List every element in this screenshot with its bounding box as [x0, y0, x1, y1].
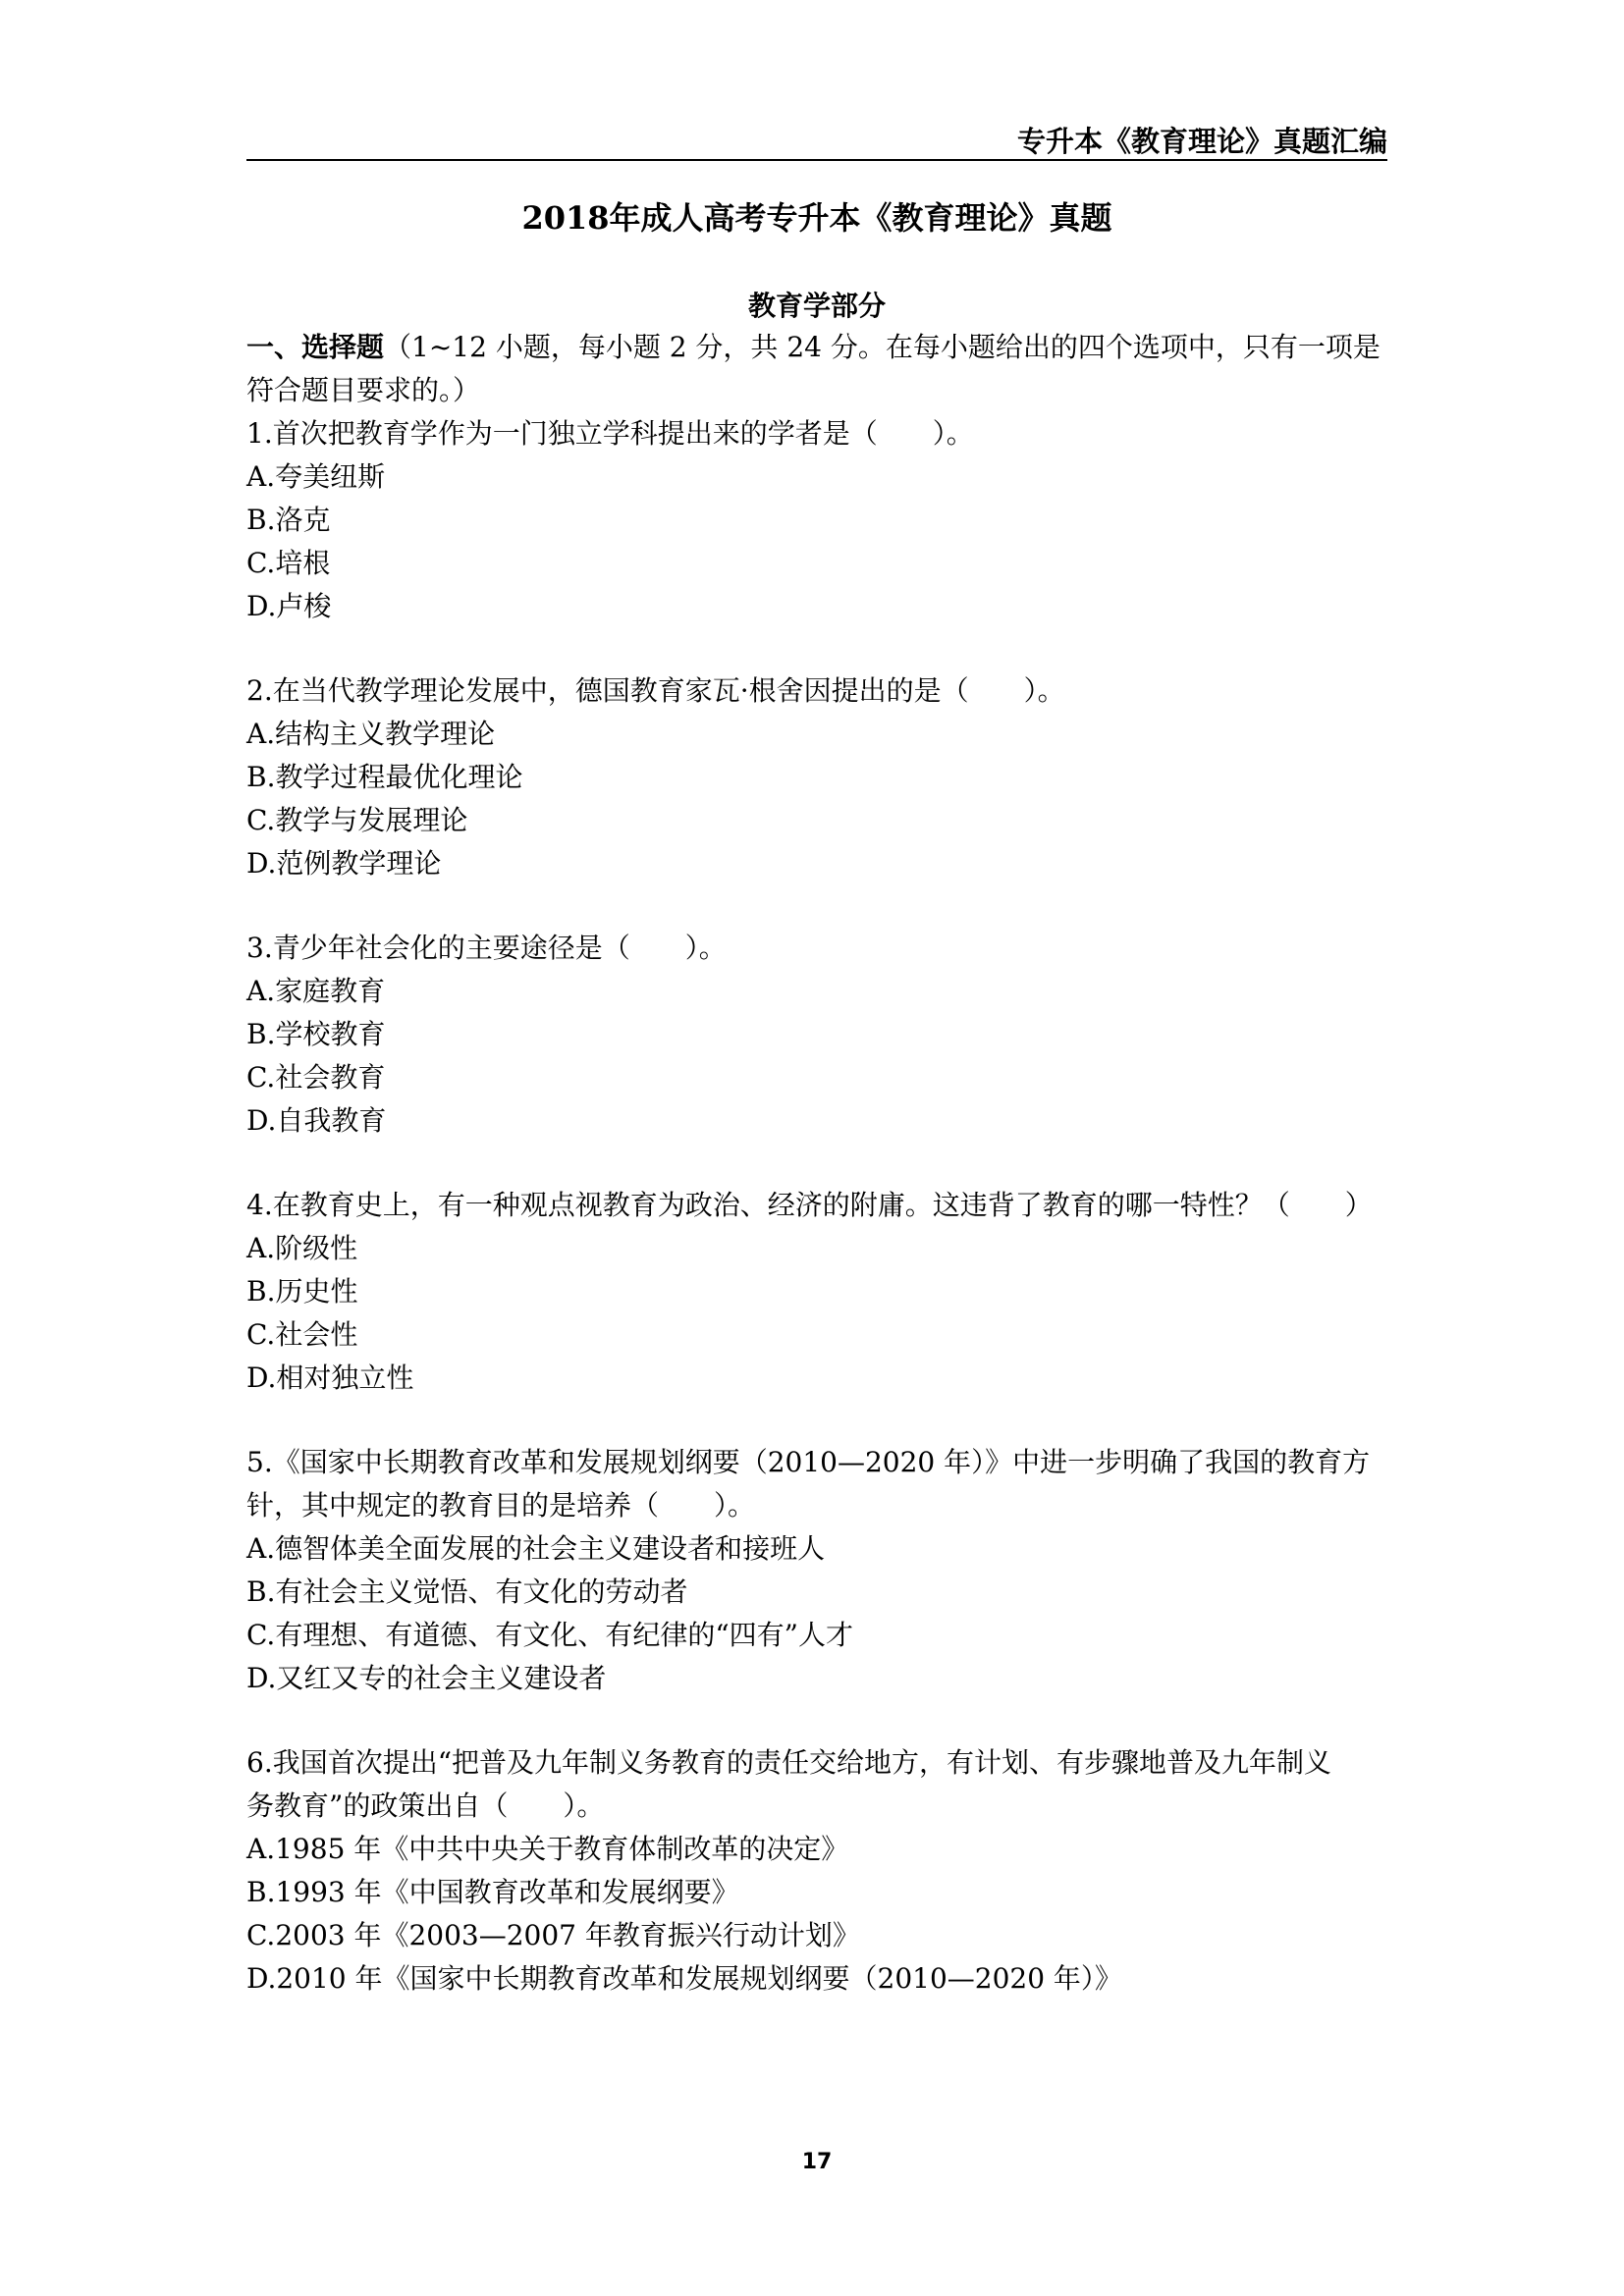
document-title: 2018年成人高考专升本《教育理论》真题	[521, 199, 1112, 237]
question-3-option-a: A.家庭教育	[246, 975, 386, 1007]
question-5-option-b: B.有社会主义觉悟、有文化的劳动者	[246, 1575, 688, 1608]
question-5-stem-line-1: 5.《国家中长期教育改革和发展规划纲要（2010—2020 年）》中进一步明确了我国的教育方	[246, 1446, 1371, 1478]
question-2-option-c: C.教学与发展理论	[246, 804, 468, 836]
question-6-option-b: B.1993 年《中国教育改革和发展纲要》	[246, 1876, 739, 1908]
instructions-text: （1~12 小题，每小题 2 分，共 24 分。在每小题给出的四个选项中，只有一项是	[384, 331, 1380, 363]
question-6-stem-line-2: 务教育”的政策出自（ ）。	[246, 1789, 605, 1822]
header-title: 专升本《教育理论》真题汇编	[1016, 125, 1387, 158]
instructions-line-1	[246, 330, 1380, 365]
question-3-option-b: B.学校教育	[246, 1018, 386, 1050]
question-type-label: 一、选择题	[246, 331, 385, 363]
question-1-option-b: B.洛克	[246, 504, 331, 536]
section-title: 教育学部分	[747, 290, 886, 322]
question-2-option-b: B.教学过程最优化理论	[246, 761, 523, 793]
question-2-option-d: D.范例教学理论	[246, 847, 442, 880]
question-2-option-a: A.结构主义教学理论	[246, 718, 496, 750]
question-5-option-c: C.有理想、有道德、有文化、有纪律的“四有”人才	[246, 1619, 853, 1651]
question-3-option-d: D.自我教育	[246, 1104, 387, 1137]
instructions-line-2: 符合题目要求的。）	[246, 374, 481, 406]
question-4-option-c: C.社会性	[246, 1318, 358, 1351]
question-1-option-a: A.夸美纽斯	[246, 460, 386, 493]
page-header	[246, 116, 1387, 161]
question-6-option-c: C.2003 年《2003—2007 年教育振兴行动计划》	[246, 1919, 860, 1951]
question-1-option-d: D.卢梭	[246, 590, 332, 622]
question-4-option-a: A.阶级性	[246, 1232, 358, 1264]
question-3-stem: 3.青少年社会化的主要途径是（ ）。	[246, 932, 727, 964]
question-6-stem-line-1: 6.我国首次提出“把普及九年制义务教育的责任交给地方，有计划、有步骤地普及九年制义	[246, 1746, 1332, 1779]
question-5-option-a: A.德智体美全面发展的社会主义建设者和接班人	[246, 1532, 826, 1565]
page-number: 17	[801, 2150, 833, 2174]
question-2-stem: 2.在当代教学理论发展中，德国教育家瓦·根舍因提出的是（ ）。	[246, 674, 1065, 707]
question-5-stem-line-2: 针，其中规定的教育目的是培养（ ）。	[246, 1489, 756, 1522]
question-3-option-c: C.社会教育	[246, 1061, 386, 1094]
question-1-stem: 1.首次把教育学作为一门独立学科提出来的学者是（ ）。	[246, 417, 974, 450]
question-4-option-b: B.历史性	[246, 1275, 358, 1308]
question-4-stem: 4.在教育史上，有一种观点视教育为政治、经济的附庸。这违背了教育的哪一特性？（ ）	[246, 1189, 1373, 1221]
question-4-option-d: D.相对独立性	[246, 1362, 414, 1394]
question-6-option-a: A.1985 年《中共中央关于教育体制改革的决定》	[246, 1833, 849, 1865]
question-5-option-d: D.又红又专的社会主义建设者	[246, 1662, 607, 1694]
question-6-option-d: D.2010 年《国家中长期教育改革和发展规划纲要（2010—2020 年）》	[246, 1962, 1122, 1995]
question-1-option-c: C.培根	[246, 547, 331, 579]
